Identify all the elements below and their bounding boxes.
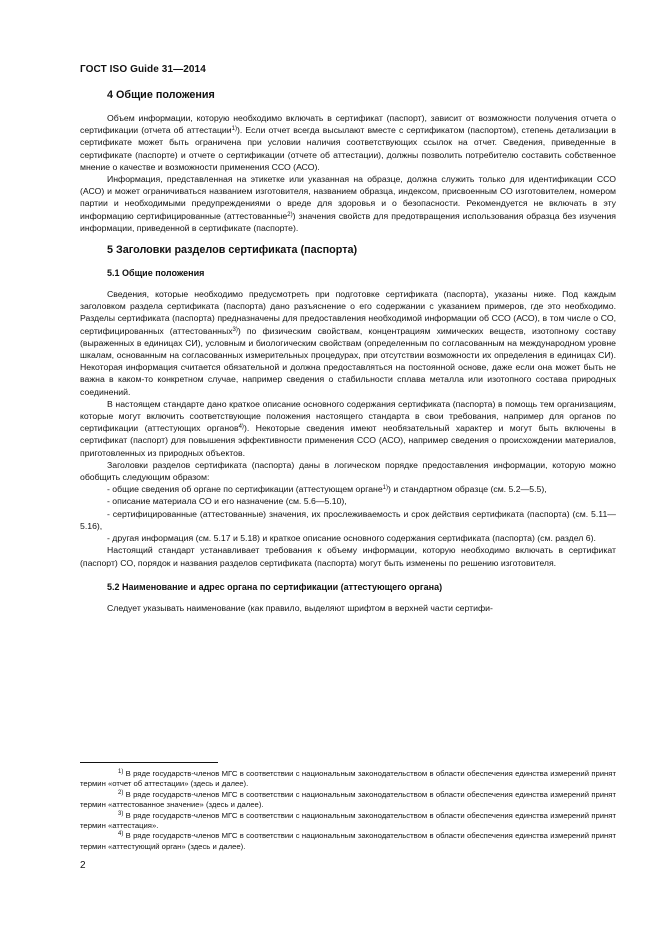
page-number: 2 bbox=[80, 860, 86, 871]
list-item: - сертифицированные (аттестованные) значения, их прослеживаемость и срок действия сертификата (паспорта) (см. 5.11—5.16), bbox=[80, 508, 616, 531]
section-5-1-paragraph-1: Сведения, которые необходимо предусмотреть при подготовке сертификата (паспорта), указаны ниже. Под каждым заголовком раздела сертификата (паспорта) дано разъяснение о его содержании с указанием примеров, где это необходимо. Разделы сертификата (паспорта) предназначены для предоставления необходимой информации об ССО (АСО), в том числе о СО, сертифицированных (аттестованных$^{3)}$) по физическим свойствам, концентрациям химических веществ, изотопному составу (выраженных в единицах СИ), условным и биологическим свойствам (определенным по согласованным на международном уровне шкалам, основанным на согласованных измерительных процедурах, при отсутствии возможности их определения в единицах СИ). Некоторая информация считается обязательной и должна предоставляться на постоянной основе, даже если она может быть не важна в каком-то конкретном случае, например сведения о стабильности сплава металла или изотопного состава природных соединений. bbox=[80, 289, 616, 397]
section-4-title: 4 Общие положения bbox=[107, 89, 215, 101]
section-5-1-paragraph-2: В настоящем стандарте дано краткое описание основного содержания сертификата (паспорта) в помощь тем организациям, которые могут включить соответствующие положения настоящего стандарта в свои требования, например для органов по сертификации (аттестующих органов$^{4)}$). Некоторые сведения имеют необязательный характер и могут быть включены в сертификат (паспорт) для повышения эффективности применения ССО (АСО), например сведения о происхождении материалов, приготовленных из природных объектов. bbox=[80, 398, 616, 458]
section-5-1-paragraph-3: Заголовки разделов сертификата (паспорта) даны в логическом порядке предоставления информации, которую можно обобщить следующим образом: bbox=[80, 459, 616, 483]
footnote-2: $^{2)}$ В ряде государств-членов МГС в соответствии с национальным законодательством в области обеспечения единства измерений принят термин «аттестованное значение» (здесь и далее). bbox=[80, 789, 616, 810]
list-item: - описание материала СО и его назначение (см. 5.6—5.10), bbox=[107, 496, 347, 507]
subsection-5-1-title: 5.1 Общие положения bbox=[107, 268, 205, 279]
section-5-1-paragraph-4: Настоящий стандарт устанавливает требования к объему информации, которую необходимо включать в сертификат (паспорт) СО, порядок и названия разделов сертификата (паспорта) могут быть изменены по решению изготовителя. bbox=[80, 545, 616, 568]
list-item: - общие сведения об органе по сертификации (аттестующем органе$^{1)}$) и стандартном образце (см. 5.2—5.5), bbox=[107, 484, 547, 495]
document-header: ГОСТ ISO Guide 31—2014 bbox=[80, 64, 206, 75]
footnote-divider bbox=[80, 762, 218, 763]
footnote-4: $^{4)}$ В ряде государств-членов МГС в соответствии с национальным законодательством в области обеспечения единства измерений принят термин «аттестующий орган» (здесь и далее). bbox=[80, 831, 616, 851]
section-4-paragraph-2: Информация, представленная на этикетке или указанная на образце, должна служить только для идентификации ССО (АСО) и может ограничиваться названием изготовителя, названием образца, индексом, присвоенным СО изготовителем, номером партии и необходимыми предупреждениями о вреде для здоровья и о безопасности. Рекомендуется не включать в эту информацию сертифицированные (аттестованные$^{2)}$) значения свойств для предотвращения использования образца без изучения информации, приведенной в сертификате (паспорте). bbox=[80, 174, 617, 233]
footnotes bbox=[80, 762, 616, 852]
footnote-3: $^{3)}$ В ряде государств-членов МГС в соответствии с национальным законодательством в области обеспечения единства измерений принят термин «аттестация». bbox=[80, 810, 616, 831]
section-4-paragraph-1: Объем информации, которую необходимо включать в сертификат (паспорт), зависит от возможности получения отчета о сертификации (отчета об аттестации$^{1)}$). Если отчет всегда высылают вместе с сертификатом (паспортом), степень детализации в сертификате может быть ограничена при условии наличия соответствующих ссылок на отчет. Сведения, приведенные в сертификате (паспорте) и отчете о сертификации (отчете об аттестации), должны позволить потребителю составить собственное мнение о качестве и возможности применения ССО (АСО). bbox=[80, 113, 616, 172]
footnote-1: $^{1)}$ В ряде государств-членов МГС в соответствии с национальным законодательством в области обеспечения единства измерений принят термин «отчет об аттестации» (здесь и далее). bbox=[80, 769, 616, 789]
subsection-5-2-title: 5.2 Наименование и адрес органа по сертификации (аттестующего органа) bbox=[107, 581, 443, 592]
list-item: - другая информация (см. 5.17 и 5.18) и краткое описание основного содержания сертификата (паспорта) (см. раздел 6). bbox=[107, 533, 596, 544]
section-5-2-paragraph-1: Следует указывать наименование (как правило, выделяют шрифтом в верхней части сертифи- bbox=[107, 602, 493, 613]
section-5-title: 5 Заголовки разделов сертификата (паспорта) bbox=[107, 244, 358, 257]
main-content bbox=[80, 88, 616, 614]
